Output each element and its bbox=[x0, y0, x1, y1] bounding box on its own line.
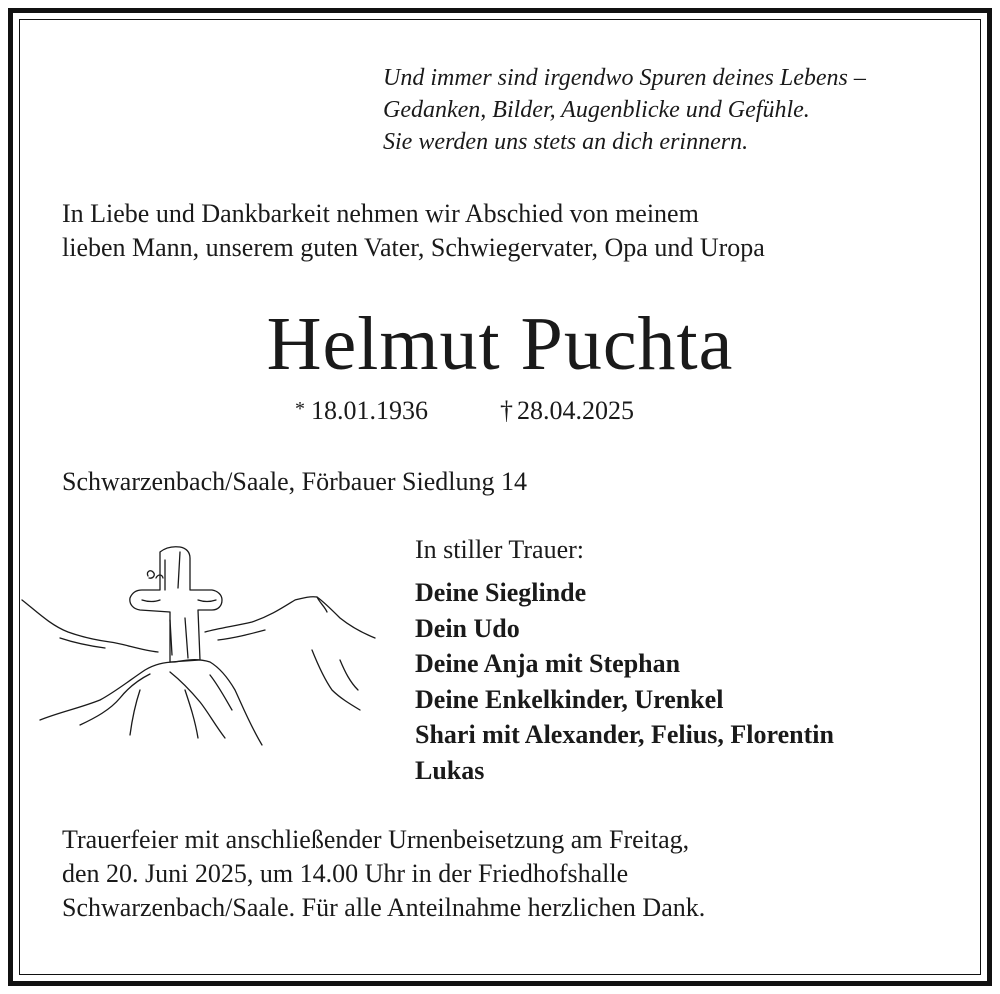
funeral-service-info bbox=[62, 823, 942, 925]
mourner-name: Lukas bbox=[415, 755, 485, 785]
mourning-label: In stiller Trauer: bbox=[415, 535, 584, 564]
service-line: Trauerfeier mit anschließender Urnenbeisetzung am Freitag, bbox=[62, 825, 690, 854]
mourner-name: Deine Enkelkinder, Urenkel bbox=[415, 684, 724, 714]
mourner-name: Deine Anja mit Stephan bbox=[415, 649, 681, 678]
intro-line: In Liebe und Dankbarkeit nehmen wir Abschied von meinem bbox=[62, 199, 699, 228]
life-dates bbox=[295, 393, 634, 431]
mountain-cross-drawing-icon bbox=[20, 540, 390, 760]
mourner-name: Dein Udo bbox=[415, 613, 520, 643]
mourner-name: Deine Sieglinde bbox=[415, 578, 587, 607]
birth-date: 18.01.1936 bbox=[311, 396, 428, 425]
birth-star-icon: * bbox=[295, 398, 305, 420]
motto-line: Und immer sind irgendwo Spuren deines Lebens – bbox=[383, 65, 866, 91]
service-line: den 20. Juni 2025, um 14.00 Uhr in der Friedhofshalle bbox=[62, 859, 629, 888]
intro-line: lieben Mann, unserem guten Vater, Schwiegervater, Opa und Uropa bbox=[62, 233, 765, 262]
death-cross-icon: † bbox=[500, 396, 513, 425]
residence-address: Schwarzenbach/Saale, Förbauer Siedlung 14 bbox=[62, 467, 527, 496]
death-date: 28.04.2025 bbox=[517, 396, 634, 425]
motto-line: Sie werden uns stets an dich erinnern. bbox=[383, 129, 749, 155]
mourners-list bbox=[415, 575, 834, 788]
motto-verse bbox=[383, 62, 943, 158]
motto-line: Gedanken, Bilder, Augenblicke und Gefühle. bbox=[383, 97, 810, 123]
intro-text bbox=[62, 197, 942, 265]
mourner-name: Shari mit Alexander, Felius, Florentin bbox=[415, 720, 834, 749]
deceased-name: Helmut Puchta bbox=[266, 302, 734, 386]
service-line: Schwarzenbach/Saale. Für alle Anteilnahme herzlichen Dank. bbox=[62, 893, 706, 922]
